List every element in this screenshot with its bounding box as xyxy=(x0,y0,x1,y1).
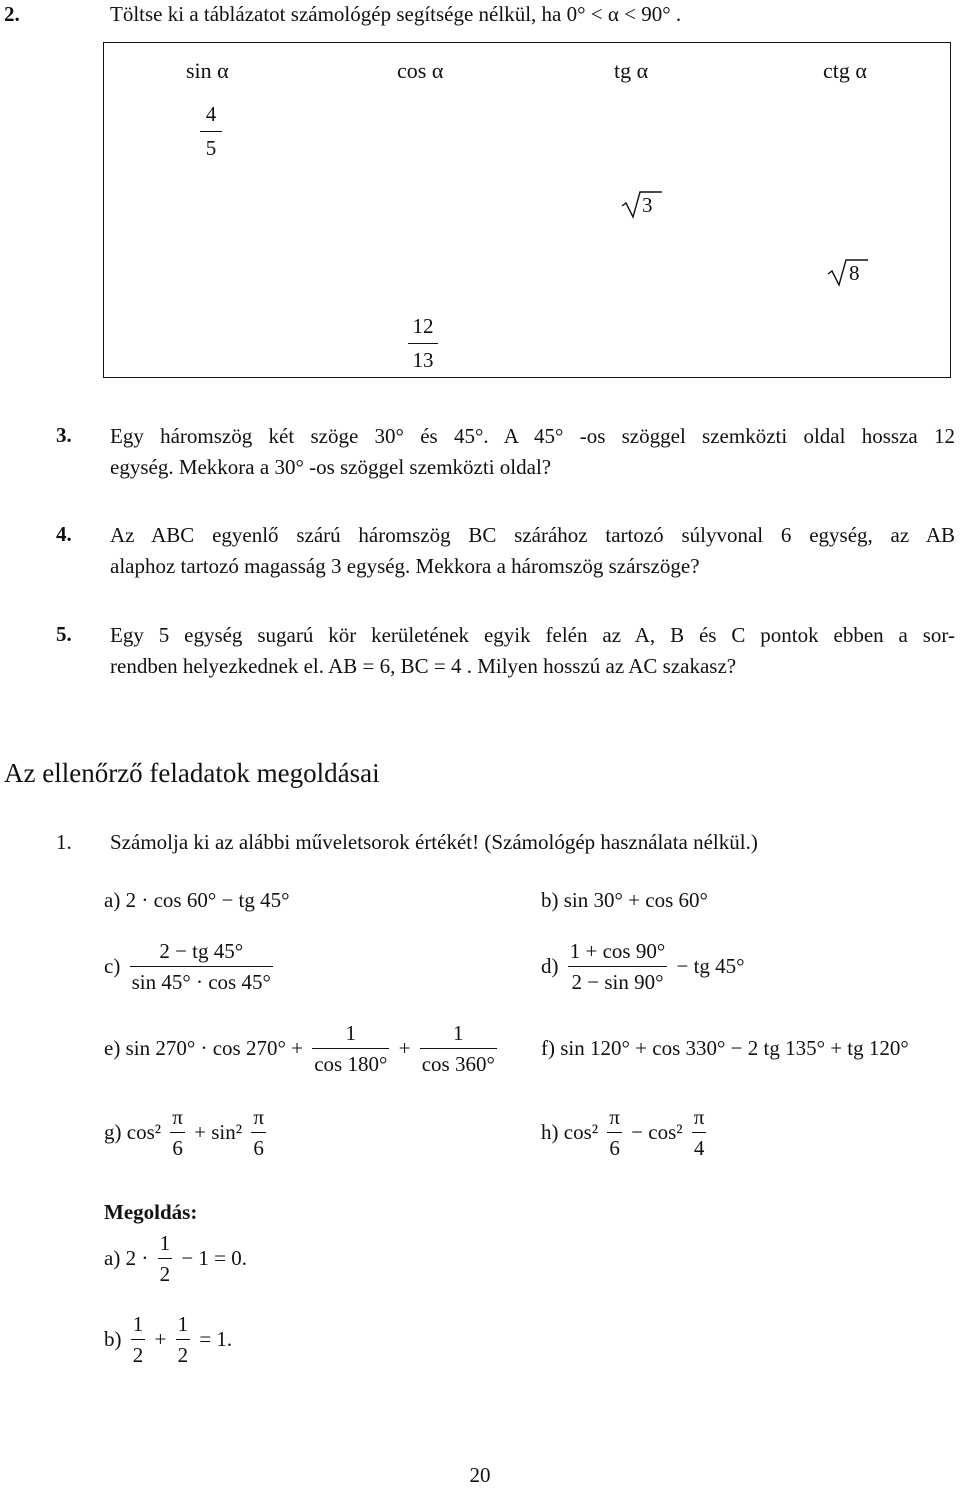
solution-a-post: − 1 = 0. xyxy=(181,1246,248,1271)
ctg-sqrt-value xyxy=(828,258,868,286)
task-4-number: 4. xyxy=(56,522,72,546)
exercise-b-label: b) xyxy=(541,888,559,912)
exercise-h-f2-denominator: 4 xyxy=(693,1136,705,1161)
exercise-g-label: g) xyxy=(104,1120,122,1145)
exercise-e xyxy=(104,1022,501,1075)
exercise-g-f1-numerator: π xyxy=(172,1105,183,1129)
exercise-d-tail: − tg 45° xyxy=(676,954,745,979)
exercise-c-denominator: sin 45° · cos 45° xyxy=(131,970,271,995)
sin-value-fraction xyxy=(200,104,222,159)
exercise-d-denominator: 2 − sin 90° xyxy=(571,970,664,995)
task-2-text: Töltse ki a táblázatot számológép segítsége nélkül, ha 0° < α < 90° . xyxy=(110,2,682,26)
task-4-text xyxy=(110,520,955,582)
task-4-line-1: Az ABC egyenlő szárú háromszög BC szárához tartozó súlyvonal 6 egység, az AB xyxy=(110,523,955,547)
exercise-h-fraction-2 xyxy=(692,1106,707,1159)
sqrt-sign-icon xyxy=(828,258,868,286)
exercise-g-fraction-2 xyxy=(251,1106,266,1159)
ctg-radicand: 8 xyxy=(849,261,860,285)
exercise-c-fraction xyxy=(130,940,273,993)
task-5-number: 5. xyxy=(56,622,72,646)
page-number: 20 xyxy=(469,1463,491,1487)
section-heading: Az ellenőrző feladatok megoldásai xyxy=(4,758,380,788)
exercise-e-f2-numerator: 1 xyxy=(453,1021,464,1045)
trig-table xyxy=(103,42,951,378)
task-5-line-1: Egy 5 egység sugarú kör kerületének egyik felén az A, B és C pontok ebben a sor- xyxy=(110,623,955,647)
task-3-text xyxy=(110,421,955,483)
cos-numerator: 12 xyxy=(412,314,434,338)
solution-a-label: a) xyxy=(104,1246,121,1271)
cos-value-fraction xyxy=(408,316,438,371)
solution-b-label: b) xyxy=(104,1327,122,1352)
task-3-line-2: egység. Mekkora a 30° -os szöggel szemközti oldal? xyxy=(110,455,552,479)
exercise-d xyxy=(541,940,745,993)
exercise-c-label: c) xyxy=(104,954,121,979)
exercise-b-expr: sin 30° + cos 60° xyxy=(563,888,708,912)
header-sin: sin α xyxy=(186,58,229,83)
solution-b-post: = 1. xyxy=(199,1327,233,1352)
exercise-d-numerator: 1 + cos 90° xyxy=(569,939,666,963)
task-5-text xyxy=(110,620,955,682)
exercise-g-f1-denominator: 6 xyxy=(172,1136,183,1161)
exercise-h-f1-denominator: 6 xyxy=(609,1136,620,1161)
exercise-h-label: h) xyxy=(541,1120,559,1145)
cos-denominator: 13 xyxy=(412,348,434,372)
header-ctg: ctg α xyxy=(823,58,867,83)
task-3-line-1: Egy háromszög két szöge 30° és 45°. A 45° -os szöggel szemközti oldal hossza 12 xyxy=(110,424,955,448)
task-2-number: 2. xyxy=(4,2,20,26)
exercise-h-f1-numerator: π xyxy=(609,1105,620,1129)
task-5-line-2: rendben helyezkednek el. AB = 6, BC = 4 . Milyen hosszú az AC szakasz? xyxy=(110,654,737,678)
exercise-f xyxy=(541,1036,909,1061)
exercise-e-fraction-2 xyxy=(420,1022,497,1075)
solution-title: Megoldás: xyxy=(104,1200,198,1224)
exercise-e-f1-numerator: 1 xyxy=(345,1021,357,1045)
solution-b-plus: + xyxy=(154,1327,167,1352)
exercise-h-fraction-1 xyxy=(607,1106,622,1159)
solution-b-f2-numerator: 1 xyxy=(177,1312,189,1336)
exercise-e-f2-denominator: cos 360° xyxy=(421,1052,495,1077)
exercise-b xyxy=(541,888,708,913)
solution-a-denominator: 2 xyxy=(159,1262,171,1287)
task-4-line-2: alaphoz tartozó magasság 3 egység. Mekkora a háromszög szárszöge? xyxy=(110,554,700,578)
tg-sqrt-value xyxy=(622,190,662,218)
exercise-d-label: d) xyxy=(541,954,559,979)
solution-a-numerator: 1 xyxy=(159,1231,171,1255)
solution-b-fraction-1 xyxy=(131,1313,146,1366)
exercise-g-op: + sin² xyxy=(194,1120,248,1145)
solution-b xyxy=(104,1313,232,1366)
exercise-g-f2-denominator: 6 xyxy=(253,1136,264,1161)
exercise-e-f1-denominator: cos 180° xyxy=(314,1052,388,1077)
exercise-e-plus: + xyxy=(398,1036,411,1061)
header-tg: tg α xyxy=(614,58,649,83)
solution-b-f1-denominator: 2 xyxy=(132,1343,144,1368)
sin-denominator: 5 xyxy=(205,136,217,160)
exercise-h xyxy=(541,1106,710,1159)
sin-numerator: 4 xyxy=(205,102,217,126)
sol-1-text: Számolja ki az alábbi műveletsorok értékét! (Számológép használata nélkül.) xyxy=(110,830,758,854)
sol-1-number: 1. xyxy=(56,830,72,854)
exercise-e-label: e) xyxy=(104,1036,121,1061)
exercise-g-a: cos² xyxy=(126,1120,167,1145)
exercise-g-f2-numerator: π xyxy=(253,1105,264,1129)
exercise-h-a: cos² xyxy=(563,1120,604,1145)
task-3-number: 3. xyxy=(56,423,72,447)
exercise-g xyxy=(104,1106,270,1159)
solution-b-f2-denominator: 2 xyxy=(177,1343,189,1368)
exercise-e-fraction-1 xyxy=(312,1022,389,1075)
exercise-f-label: f) xyxy=(541,1036,555,1060)
exercise-h-op: − cos² xyxy=(631,1120,688,1145)
exercise-c-numerator: 2 − tg 45° xyxy=(159,939,244,963)
header-cos: cos α xyxy=(397,58,444,83)
exercise-d-fraction xyxy=(568,940,667,993)
exercise-e-head: sin 270° · cos 270° + xyxy=(125,1036,303,1061)
solution-a-pre: 2 · xyxy=(125,1246,149,1271)
solution-a xyxy=(104,1232,247,1285)
solution-a-fraction xyxy=(158,1232,173,1285)
solution-b-fraction-2 xyxy=(176,1313,191,1366)
exercise-g-fraction-1 xyxy=(170,1106,185,1159)
solution-b-f1-numerator: 1 xyxy=(132,1312,144,1336)
exercise-f-expr: sin 120° + cos 330° − 2 tg 135° + tg 120° xyxy=(560,1036,909,1060)
exercise-h-f2-numerator: π xyxy=(693,1105,705,1129)
exercise-a-expr: 2 · cos 60° − tg 45° xyxy=(125,888,290,912)
exercise-c xyxy=(104,940,277,993)
exercise-a xyxy=(104,888,290,913)
exercise-a-label: a) xyxy=(104,888,121,912)
tg-radicand: 3 xyxy=(642,193,653,217)
